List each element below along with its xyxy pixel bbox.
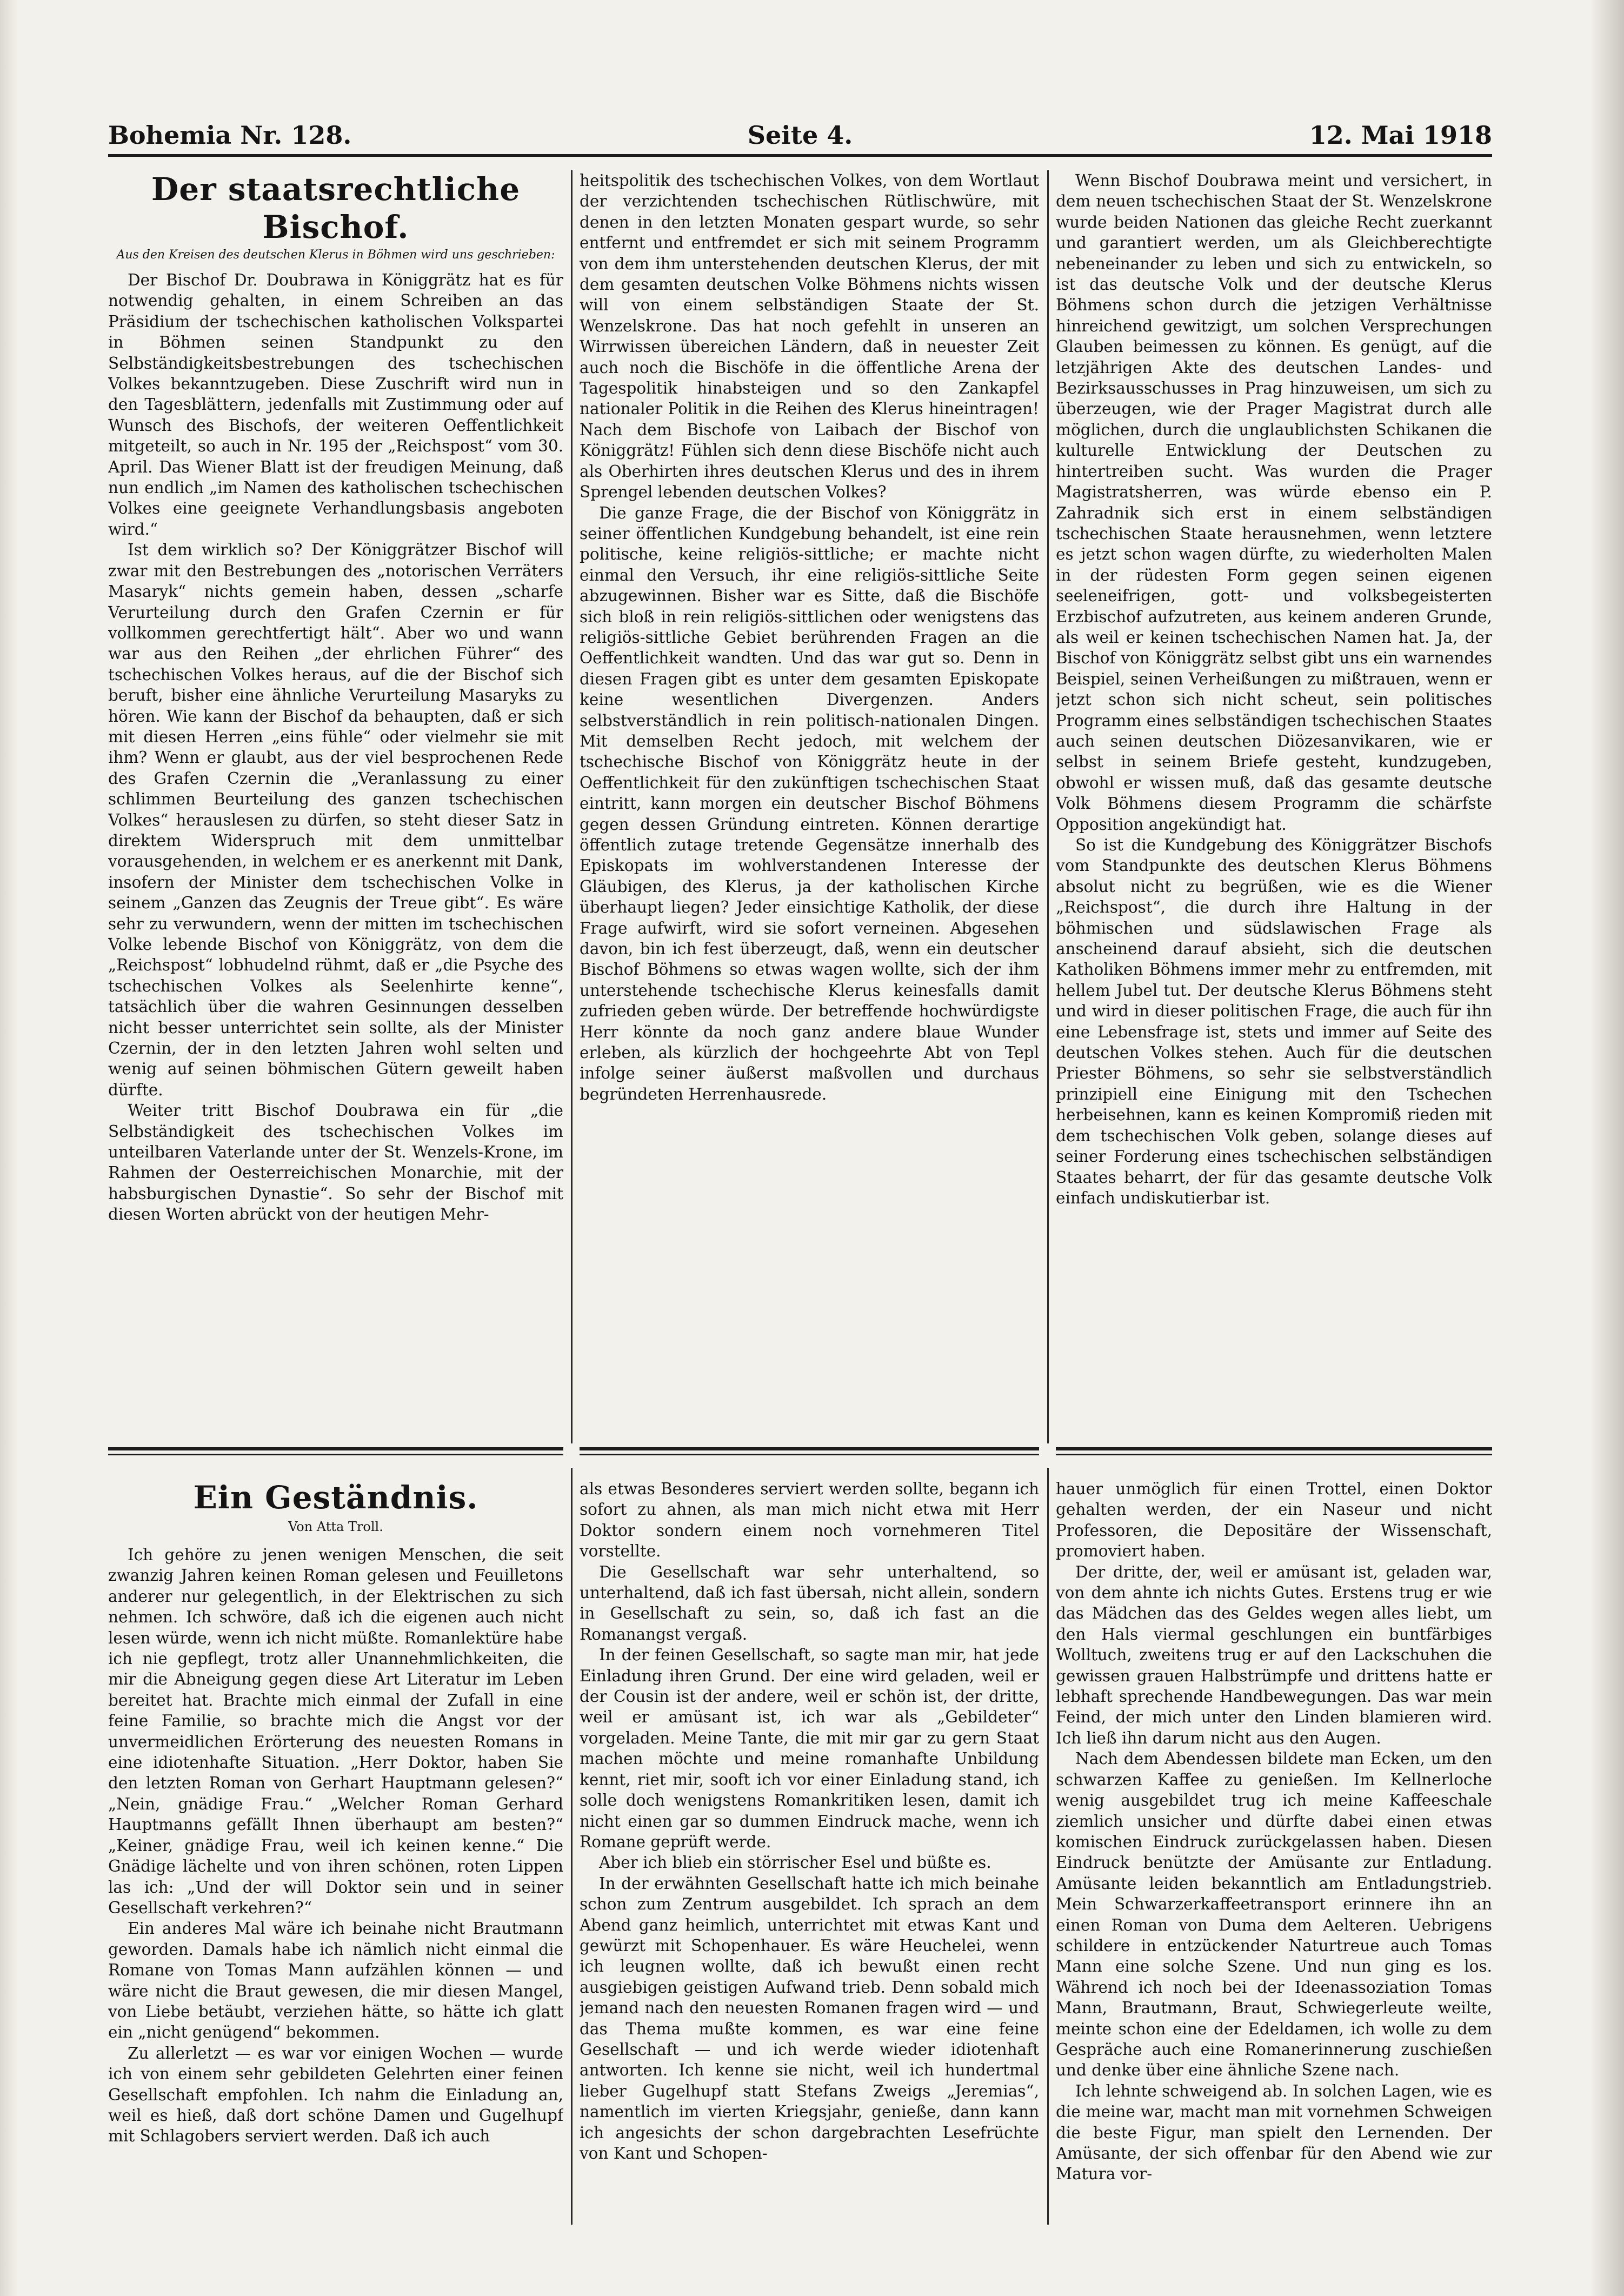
article1-column-3 bbox=[1056, 170, 1492, 1435]
article2-paragraph: Ich lehnte schweigend ab. In solchen Lagen, wie es die meine war, macht man mit vornehmen Schweigen die beste Figur, man spielt den Lernenden. Der Amüsante, der sich offenbar für den Abend wie zur Matura vor- bbox=[1056, 2081, 1492, 2184]
article1-column-2 bbox=[580, 170, 1039, 1435]
header-publication: Bohemia Nr. 128. bbox=[108, 121, 352, 150]
article2-paragraph: In der feinen Gesellschaft, so sagte man mir, hat jede Einladung ihren Grund. Der eine wird geladen, weil er der Cousin ist der andere, weil er schön ist, der dritte, weil er amüsant ist, ich war als „Gebildeter“ vorgeladen. Meine Tante, die mit mir gar zu gern Staat machen möchte und meine romanhafte Unbildung kennt, riet mir, sooft ich vor einer Einladung stand, ich solle doch wenigstens Romankritiken lesen, damit ich nicht einen gar so dummen Eindruck mache, wenn ich Romane geprüft werde. bbox=[580, 1646, 1039, 1851]
column-rule bbox=[571, 170, 573, 1443]
header-page-number: Seite 4. bbox=[747, 121, 853, 150]
article1-note: Aus den Kreisen des deutschen Klerus in Böhmen wird uns geschrieben: bbox=[116, 248, 555, 262]
article2-paragraph: Ein anderes Mal wäre ich beinahe nicht Brautmann geworden. Damals habe ich nämlich nicht einmal die Romane von Tomas Mann aufzählen können — und wäre nicht die Braut gewesen, die mir diesen Mangel, von Liebe betäubt, verziehen hätte, so hätte ich glatt ein „nicht genügend“ bekommen. bbox=[108, 1919, 563, 2042]
header-date: 12. Mai 1918 bbox=[1309, 121, 1492, 150]
article-separator bbox=[1056, 1454, 1492, 1455]
article1-title: Der staatsrechtliche Bischof. bbox=[151, 171, 521, 245]
column-rule bbox=[1047, 1468, 1049, 2225]
article1-paragraph: Ist dem wirklich so? Der Königgrätzer Bischof will zwar mit den Bestrebungen des „notorischen Verräters Masaryk“ nichts gemein haben, dessen „scharfe Verurteilung durch den Grafen Czernin er für vollkommen gerechtfertigt hält“. Aber wo und wann war aus den Reihen „der ehrlichen Führer“ des tschechischen Volkes heraus, auf die der Bischof sich beruft, bisher eine ähnliche Verurteilung Masaryks zu hören. Wie kann der Bischof da behaupten, daß er sich mit diesen Herren „eins fühle“ oder vielmehr sie mit ihm? Wenn er glaubt, aus der viel besprochenen Rede des Grafen Czernin die „Veranlassung zu einer schlimmen Beurteilung des ganzen tschechischen Volkes“ herauslesen zu dürfen, so steht dieser Satz in direktem Widerspruch mit dem unmittelbar vorausgehenden, in welchem er es anerkennt mit Dank, insofern der Minister dem tschechischen Volke in seinem „Ganzen das Zeugnis der Treue gibt“. Es wäre sehr zu verwundern, wenn der mitten im tschechischen Volke lebende Bischof von Königgrätz, von dem die „Reichspost“ lobhudelnd rühmt, daß er „die Psyche des tschechischen Volkes als Seelenhirte kenne“, tatsächlich über die wahren Gesinnungen desselben nicht besser unterrichtet sein sollte, als der Minister Czernin, der in den letzten Jahren wohl selten und wenig auf seinen böhmischen Gütern geweilt haben dürfte. bbox=[108, 541, 563, 1099]
scan-edge-right bbox=[1592, 0, 1624, 2296]
article2-paragraph: In der erwähnten Gesellschaft hatte ich mich beinahe schon zum Zentrum ausgebildet. Ich sprach an dem Abend ganz heimlich, unterrichtet mit etwas Kant und gewürzt mit Schopenhauer. Es wäre Heuchelei, wenn ich leugnen wollte, daß ich bewußt einen recht ausgiebigen geistigen Aufwand trieb. Denn sobald mich jemand nach den neuesten Romanen fragen wird — und das Thema mußte kommen, es war eine feine Gesellschaft — und ich werde wieder idiotenhaft antworten. Ich kenne sie nicht, weil ich hundertmal lieber Gugelhupf statt Stefans Zweigs „Jeremias“, namentlich im vierten Kriegsjahr, genieße, dann kann ich angesichts der schon dargebrachten Lesefrüchte von Kant und Schopen- bbox=[580, 1874, 1039, 2162]
article-separator bbox=[108, 1454, 563, 1455]
article1-paragraph: Die ganze Frage, die der Bischof von Königgrätz in seiner öffentlichen Kundgebung behandelt, ist eine rein politische, keine religiös-sittliche; er machte nicht einmal den Versuch, ihr eine religiös-sittliche Seite abzugewinnen. Bisher war es Sitte, daß die Bischöfe sich bloß in rein religiös-sittlichen oder wenigstens das religiös-sittliche Gebiet berührenden Fragen an die Oeffentlichkeit wandten. Und das war gut so. Denn in diesen Fragen gibt es unter dem gesamten Episkopate keine wesentlichen Divergenzen. Anders selbstverständlich in rein politisch-nationalen Dingen. Mit demselben Recht jedoch, mit welchem der tschechische Bischof von Königgrätz heute in der Oeffentlichkeit für den zukünftigen tschechischen Staat eintritt, kann morgen ein deutscher Bischof Böhmens gegen dessen Gründung eintreten. Können derartige öffentlich zutage tretende Gegensätze innerhalb des Episkopats im wohlverstandenen Interesse der Gläubigen, des Klerus, ja der katholischen Kirche überhaupt liegen? Jeder einsichtige Katholik, der diese Frage aufwirft, wird sie sofort verneinen. Abgesehen davon, bin ich fest überzeugt, daß, wenn ein deutscher Bischof Böhmens so etwas wagen wollte, sich der ihm unterstehende tschechische Klerus keinesfalls damit zufrieden geben würde. Der betreffende hochwürdigste Herr könnte da noch ganz andere blaue Wunder erleben, als kürzlich der hochgeehrte Abt von Tepl infolge seiner äußerst maßvollen und durchaus begründeten Herrenhausrede. bbox=[580, 503, 1039, 1103]
article2-paragraph: Zu allerletzt — es war vor einigen Wochen — wurde ich von einem sehr gebildeten Gelehrten einer feinen Gesellschaft empfohlen. Ich nahm die Einladung an, weil es hieß, daß dort schöne Damen und Gugelhupf mit Schlagobers serviert werden. Daß ich auch bbox=[108, 2044, 563, 2146]
article2-byline: Von Atta Troll. bbox=[288, 1519, 383, 1534]
article2-paragraph: Die Gesellschaft war sehr unterhaltend, so unterhaltend, daß ich fast übersah, nicht allein, sondern in Gesellschaft zu sein, so, daß ich fast an die Romanangst vergaß. bbox=[580, 1562, 1039, 1643]
article-separator bbox=[1056, 1447, 1492, 1450]
article2-column-3 bbox=[1056, 1479, 1492, 2225]
article1-column-1 bbox=[108, 170, 563, 1435]
article1-paragraph: Der Bischof Dr. Doubrawa in Königgrätz hat es für notwendig gehalten, in einem Schreiben an das Präsidium der tschechischen katholischen Volkspartei in Böhmen seinen Standpunkt zu den Selbständigkeitsbestrebungen des tschechischen Volkes bekanntzugeben. Diese Zuschrift wird nun in den Tagesblättern, jedenfalls mit Zustimmung oder auf Wunsch des Bischofs, der weiteren Oeffentlichkeit mitgeteilt, so auch in Nr. 195 der „Reichspost“ vom 30. April. Das Wiener Blatt ist der freudigen Meinung, daß nun endlich „im Namen des katholischen tschechischen Volkes eine geeignete Verhandlungsbasis angeboten wird.“ bbox=[108, 271, 563, 538]
scan-edge-left bbox=[0, 0, 18, 2296]
article-separator bbox=[580, 1447, 1039, 1450]
column-rule bbox=[1047, 170, 1049, 1443]
article1-paragraph: Weiter tritt Bischof Doubrawa ein für „die Selbständigkeit des tschechischen Volkes im unteilbaren Vaterlande unter der St. Wenzels-Krone, im Rahmen der Oesterreichischen Monarchie, mit der habsburgischen Dynastie“. So sehr der Bischof mit diesen Worten abrückt von der heutigen Mehr- bbox=[108, 1101, 563, 1224]
article2-paragraph: Aber ich blieb ein störrischer Esel und büßte es. bbox=[599, 1853, 991, 1872]
column-rule bbox=[571, 1468, 573, 2225]
article2-title: Ein Geständnis. bbox=[193, 1479, 478, 1516]
article2-column-1 bbox=[108, 1479, 563, 2225]
article-separator bbox=[108, 1447, 563, 1450]
article2-paragraph: Nach dem Abendessen bildete man Ecken, um den schwarzen Kaffee zu genießen. Im Kellnerloche wenig ausgebildet trug ich meine Kaffeeschale ziemlich unsicher und dürfte dabei einen etwas komischen Eindruck zurückgelassen haben. Diesen Eindruck benützte der Amüsante zur Entladung. Amüsante leiden bekanntlich am Entladungstrieb. Mein Schwarzerkaffeetransport erinnere ihn an einen Roman von Duma dem Aelteren. Uebrigens schildere in entzückender Naturtreue auch Tomas Mann eine solche Szene. Und nun ging es los. Während ich noch bei der Ideenassoziation Tomas Mann, Brautmann, Braut, Schwiegerleute weilte, meinte schon eine der Edeldamen, ich wolle zu dem Gespräche auch eine Romanerinnerung zuschießen und denke über eine ähnliche Szene nach. bbox=[1056, 1749, 1492, 2080]
page-header bbox=[108, 116, 1492, 157]
article2-paragraph: Ich gehöre zu jenen wenigen Menschen, die seit zwanzig Jahren keinen Roman gelesen und Feuilletons anderer nur gelegentlich, in der Elektrischen zu sich nehmen. Ich schwöre, daß ich die eigenen auch nicht lesen würde, wenn ich nicht müßte. Romanlektüre habe ich nie gepflegt, trotz aller Unannehmlichkeiten, die mir die Abneigung gegen diese Art Literatur im Leben bereitet hat. Brachte mich einmal der Zufall in eine feine Familie, so brachte mich die Angst vor der unvermeidlichen Erörterung des neuesten Romans in eine idiotenhafte Situation. „Herr Doktor, haben Sie den letzten Roman von Gerhart Hauptmann gelesen?“ „Nein, gnädige Frau.“ „Welcher Roman Gerhard Hauptmanns gefällt Ihnen überhaupt am besten?“ „Keiner, gnädige Frau, weil ich keinen kenne.“ Die Gnädige lächelte und von ihren schönen, roten Lippen las ich: „Und der will Doktor sein und in seiner Gesellschaft verkehren?“ bbox=[108, 1546, 563, 1917]
article1-paragraph: Wenn Bischof Doubrawa meint und versichert, in dem neuen tschechischen Staat der St. Wenzelskrone wurde beiden Nationen das gleiche Recht zuerkannt und garantiert werden, um als Gleichberechtigte nebeneinander zu leben und sich zu entwickeln, so ist das deutsche Volk und der deutsche Klerus Böhmens schon durch die jetzigen Verhältnisse hinreichend gewitzigt, um solchen Versprechungen Glauben beimessen zu können. Es genügt, auf die letzjährigen Akte des deutschen Landes- und Bezirksausschusses in Prag hinzuweisen, um sich zu überzeugen, wie der Prager Magistrat durch alle möglichen, durch die unglaublichsten Schikanen die kulturelle Entwicklung der Deutschen zu hintertreiben sucht. Was wurden die Prager Magistratsherren, was würde ebenso ein P. Zahradnik sich erst in einem selbständigen tschechischen Staate herausnehmen, wenn letztere es jetzt schon wagen dürfte, zu wiederholten Malen in der rüdesten Form gegen seinen eigenen seeleneifrigen, gott- und volksbegeisterten Erzbischof aufzutreten, aus keinem anderen Grunde, als weil er keinen tschechischen Namen hat. Ja, der Bischof von Königgrätz selbst gibt uns ein warnendes Beispiel, seinen Verheißungen zu mißtrauen, wenn er jetzt schon sich nicht scheut, sein politisches Programm eines selbständigen tschechischen Staates auch seinen deutschen Diözesanvikaren, wie er selbst in seinem Briefe gesteht, kundzugeben, obwohl er wissen muß, daß das gesamte deutsche Volk Böhmens diesem Programm die schärfste Opposition angekündigt hat. bbox=[1056, 171, 1492, 834]
newspaper-page bbox=[108, 116, 1492, 2225]
article-separator bbox=[580, 1454, 1039, 1455]
article2-paragraph: als etwas Besonderes serviert werden sollte, begann ich sofort zu ahnen, als man mich nicht etwa mit Herr Doktor sondern einem noch vornehmeren Titel vorstellte. bbox=[580, 1480, 1039, 1561]
article2-column-2 bbox=[580, 1479, 1039, 2225]
article2-paragraph: hauer unmöglich für einen Trottel, einen Doktor gehalten werden, der ein Naseur und nicht Professoren, die Depositäre der Wissenschaft, promoviert haben. bbox=[1056, 1480, 1492, 1561]
article1-paragraph: heitspolitik des tschechischen Volkes, von dem Wortlaut der verzichtenden tschechischen Rütlischwüre, mit denen in den letzten Monaten gespart wurde, so sehr entfernt und entfremdet er sich mit seinem Programm von dem ihm unterstehenden deutschen Klerus, der mit dem gesamten deutschen Volke Böhmens nichts wissen will von einem selbständigen Staate der St. Wenzelskrone. Das hat noch gefehlt in unseren an Wirrwissen übereichen Ländern, daß in neuester Zeit auch noch die Bischöfe in die öffentliche Arena der Tagespolitik hinabsteigen und so den Zankapfel nationaler Politik in die Reihen des Klerus hineintragen! Nach dem Bischofe von Laibach der Bischof von Königgrätz! Fühlen sich denn diese Bischöfe nicht auch als Oberhirten ihres deutschen Klerus und des in ihrem Sprengel lebenden deutschen Volkes? bbox=[580, 171, 1039, 502]
article1-paragraph: So ist die Kundgebung des Königgrätzer Bischofs vom Standpunkte des deutschen Klerus Böhmens absolut nicht zu begrüßen, wie es die Wiener „Reichspost“, die durch ihre Haltung in der böhmischen und südslawischen Frage als anscheinend darauf absieht, sich die deutschen Katholiken Böhmens immer mehr zu entfremden, mit hellem Jubel tut. Der deutsche Klerus Böhmens steht und wird in dieser politischen Frage, die auch für ihn eine Lebensfrage ist, stets und immer auf Seite des deutschen Volkes stehen. Auch für die deutschen Priester Böhmens, so sehr sie selbstverständlich prinzipiell eine Einigung mit den Tschechen herbeisehnen, kann es keinen Kompromiß rieden mit dem tschechischen Volk geben, solange dieses auf seiner Forderung eines tschechischen selbständigen Staates beharrt, der für das gesamte deutsche Volk einfach undiskutierbar ist. bbox=[1056, 836, 1492, 1207]
article2-paragraph: Der dritte, der, weil er amüsant ist, geladen war, von dem ahnte ich nichts Gutes. Erstens trug er wie das Mädchen das des Geldes wegen alles liebt, um den Hals viermal geschlungen ein buntfärbiges Wolltuch, zweitens trug er auf den Lackschuhen die gewissen grauen Halbstrümpfe und drittens hatte er lebhaft sprechende Handbewegungen. Das war mein Feind, der mich unter den Linden blamieren wird. Ich ließ ihn darum nicht aus den Augen. bbox=[1056, 1562, 1492, 1747]
